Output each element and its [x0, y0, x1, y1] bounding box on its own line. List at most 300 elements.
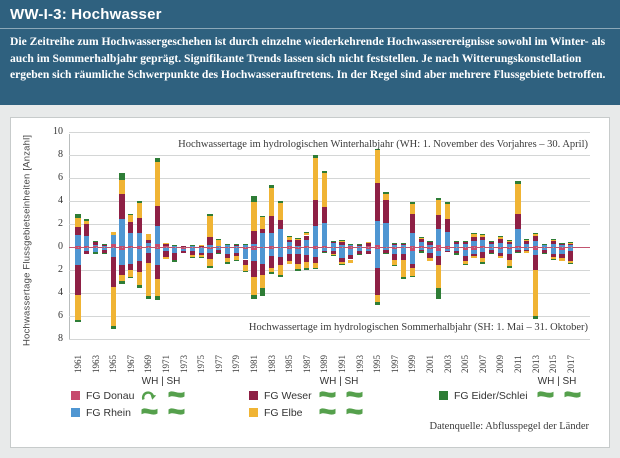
y-tick-label: 10	[53, 126, 63, 137]
bar-segment-wh	[357, 245, 362, 246]
bar-segment-sh	[339, 248, 344, 258]
bar-segment-wh	[480, 246, 485, 247]
x-axis-year-label: 1975	[196, 355, 207, 373]
bar-segment-wh	[489, 244, 494, 247]
bar-segment-sh	[84, 251, 89, 253]
bar-segment-wh	[445, 246, 450, 247]
bar-segment-sh	[568, 251, 573, 260]
bar-segment-wh	[436, 245, 441, 247]
x-axis-year-label: 1995	[372, 355, 383, 373]
bar-segment-wh	[366, 243, 371, 246]
bar-segment-wh	[304, 240, 309, 246]
bar-segment-wh	[102, 244, 107, 245]
trend-curved-arrow-icon	[141, 389, 158, 401]
bar-segment-sh	[243, 249, 248, 259]
y-tick-label: 4	[58, 195, 63, 206]
trend-wavy-flag-icon	[564, 389, 581, 401]
bar-segment-wh	[524, 244, 529, 247]
bar-segment-wh	[146, 243, 151, 246]
bar-segment-wh	[551, 241, 556, 244]
bar-segment-wh	[243, 244, 248, 245]
bar-segment-wh	[304, 232, 309, 233]
bar-segment-wh	[489, 241, 494, 242]
bar-segment-sh	[463, 264, 468, 265]
bar-segment-sh	[172, 260, 177, 262]
bar-segment-sh	[533, 316, 538, 318]
winter-halfyear-annotation: Hochwassertage im hydrologischen Winterhalbjahr (WH: 1. November des Vorjahres – 30. April)	[178, 139, 588, 150]
bar-segment-wh	[119, 180, 124, 194]
bar-segment-wh	[392, 243, 397, 244]
bar-segment-sh	[111, 326, 116, 329]
bar-segment-wh	[295, 238, 300, 239]
bar-segment-sh	[313, 249, 318, 257]
bar-segment-sh	[295, 269, 300, 271]
bar-segment-wh	[454, 242, 459, 244]
x-axis-year-label: 1963	[90, 355, 101, 373]
bar-segment-sh	[507, 266, 512, 268]
bar-segment-sh	[75, 249, 80, 266]
bar-segment-wh	[269, 216, 274, 233]
x-axis-year-label: 1983	[266, 355, 277, 373]
bar-segment-wh	[287, 242, 292, 245]
bar-segment-wh	[331, 242, 336, 243]
bar-segment-wh	[287, 237, 292, 239]
bar-segment-sh	[269, 256, 274, 268]
bar-segment-sh	[260, 248, 265, 264]
bar-segment-wh	[84, 246, 89, 247]
bar-segment-wh	[568, 242, 573, 243]
legend-swatch-eider-schlei	[439, 391, 448, 400]
bar-segment-wh	[480, 237, 485, 240]
bar-segment-wh	[128, 214, 133, 216]
bar-segment-sh	[410, 268, 415, 276]
bar-segment-sh	[383, 253, 388, 254]
bar-segment-wh	[436, 198, 441, 200]
bar-segment-wh	[383, 200, 388, 223]
bar-segment-wh	[269, 246, 274, 247]
bar-segment-wh	[75, 235, 80, 247]
bar-segment-wh	[251, 231, 256, 244]
bar-segment-sh	[207, 266, 212, 268]
bar-segment-wh	[128, 246, 133, 247]
bar-segment-sh	[498, 256, 503, 258]
bar-segment-sh	[155, 249, 160, 265]
bar-segment-wh	[533, 233, 538, 234]
bar-segment-sh	[199, 257, 204, 258]
bar-segment-wh	[489, 242, 494, 244]
bar-segment-wh	[93, 241, 98, 242]
bar-segment-wh	[93, 242, 98, 245]
chart-card	[10, 117, 610, 448]
trend-wavy-flag-icon	[319, 389, 336, 401]
legend-row-rhein	[11, 407, 611, 419]
bar-segment-wh	[322, 246, 327, 247]
bar-segment-wh	[84, 236, 89, 246]
bar-segment-wh	[454, 241, 459, 242]
x-axis-year-label: 1969	[143, 355, 154, 373]
bar-segment-sh	[436, 265, 441, 288]
bar-segment-sh	[471, 256, 476, 258]
bar-segment-wh	[137, 203, 142, 218]
legend-header-wh-sh-2: WH | SH	[319, 376, 359, 387]
gridline	[69, 178, 590, 179]
bar-segment-sh	[251, 261, 256, 277]
bar-segment-sh	[260, 275, 265, 288]
bar-segment-sh	[155, 265, 160, 279]
bar-segment-sh	[137, 249, 142, 261]
bar-segment-wh	[568, 243, 573, 244]
bar-segment-wh	[260, 229, 265, 233]
bar-segment-wh	[75, 218, 80, 227]
bar-segment-sh	[410, 276, 415, 277]
bar-segment-wh	[366, 242, 371, 243]
bar-segment-wh	[322, 223, 327, 246]
bar-segment-sh	[269, 249, 274, 256]
bar-segment-wh	[410, 204, 415, 214]
bar-segment-wh	[515, 246, 520, 247]
bar-segment-wh	[172, 245, 177, 246]
bar-segment-sh	[155, 296, 160, 299]
bar-segment-wh	[111, 235, 116, 244]
bar-segment-wh	[383, 194, 388, 200]
y-tick-label: 4	[58, 287, 63, 298]
bar-segment-wh	[260, 216, 265, 217]
bar-segment-wh	[445, 204, 450, 220]
x-axis-year-label: 1993	[354, 355, 365, 373]
bar-segment-wh	[410, 233, 415, 246]
bar-segment-wh	[471, 241, 476, 246]
bar-segment-wh	[207, 214, 212, 216]
bar-segment-wh	[155, 162, 160, 206]
bar-segment-wh	[287, 236, 292, 237]
bar-segment-sh	[269, 272, 274, 274]
bar-segment-wh	[375, 183, 380, 220]
gridline	[69, 339, 590, 340]
bar-segment-wh	[507, 242, 512, 244]
bar-segment-sh	[401, 277, 406, 279]
y-tick-label: 6	[58, 172, 63, 183]
trend-wavy-flag-icon	[168, 389, 185, 401]
bar-segment-wh	[313, 155, 318, 158]
x-axis-year-label: 1997	[389, 355, 400, 373]
bar-segment-wh	[128, 222, 133, 234]
bar-segment-wh	[524, 241, 529, 243]
bar-segment-sh	[295, 254, 300, 264]
bar-segment-wh	[339, 242, 344, 245]
legend-swatch-elbe	[249, 408, 258, 417]
bar-segment-sh	[542, 253, 547, 254]
bar-segment-sh	[137, 261, 142, 273]
x-axis-year-label: 2001	[425, 355, 435, 373]
bar-segment-wh	[383, 192, 388, 194]
bar-segment-wh	[225, 244, 230, 245]
bar-segment-sh	[111, 287, 116, 326]
bar-segment-sh	[322, 252, 327, 253]
bar-segment-sh	[137, 272, 142, 285]
bar-segment-sh	[454, 253, 459, 255]
bar-segment-wh	[480, 235, 485, 237]
bar-segment-wh	[234, 246, 239, 247]
bar-segment-wh	[498, 243, 503, 247]
x-axis-year-label: 1971	[161, 355, 171, 373]
bar-segment-wh	[155, 244, 160, 247]
bar-segment-wh	[251, 244, 256, 246]
bar-segment-wh	[331, 243, 336, 247]
bar-segment-wh	[119, 173, 124, 179]
bar-segment-wh	[471, 237, 476, 241]
bar-segment-wh	[75, 227, 80, 235]
bar-segment-wh	[287, 240, 292, 243]
gridline	[69, 132, 590, 133]
x-axis-year-label: 1987	[301, 355, 312, 373]
bar-segment-wh	[216, 240, 221, 246]
bar-segment-wh	[551, 240, 556, 241]
bar-segment-wh	[542, 245, 547, 247]
y-axis-line	[69, 134, 70, 339]
bar-segment-wh	[445, 202, 450, 204]
bar-segment-wh	[339, 245, 344, 247]
bar-segment-wh	[251, 202, 256, 231]
bar-segment-wh	[155, 158, 160, 161]
x-axis-year-label: 2007	[477, 355, 488, 373]
bar-segment-sh	[287, 261, 292, 264]
bar-segment-sh	[234, 260, 239, 261]
bar-segment-wh	[207, 237, 212, 246]
legend-label-elbe: FG Elbe	[264, 407, 303, 419]
bar-segment-wh	[471, 246, 476, 247]
y-tick-label: 2	[58, 264, 63, 275]
bar-segment-wh	[278, 220, 283, 229]
bar-segment-wh	[278, 201, 283, 203]
bar-segment-sh	[331, 255, 336, 256]
x-axis-year-label: 2003	[442, 355, 453, 373]
bar-segment-wh	[551, 239, 556, 240]
bar-segment-wh	[75, 214, 80, 218]
bar-segment-sh	[75, 265, 80, 295]
bar-segment-wh	[251, 196, 256, 202]
bar-segment-wh	[401, 244, 406, 246]
x-axis-year-label: 1985	[284, 355, 295, 373]
bar-segment-wh	[348, 246, 353, 247]
bar-segment-sh	[304, 268, 309, 270]
bar-segment-wh	[269, 188, 274, 216]
bar-segment-sh	[427, 258, 432, 261]
gridline	[69, 155, 590, 156]
bar-segment-sh	[366, 251, 371, 253]
bar-segment-wh	[410, 246, 415, 247]
bar-segment-wh	[251, 246, 256, 247]
trend-wavy-flag-icon	[141, 406, 158, 418]
gridline	[69, 201, 590, 202]
bar-segment-sh	[128, 264, 133, 271]
bar-segment-wh	[392, 245, 397, 247]
bar-segment-wh	[163, 243, 168, 244]
bar-segment-wh	[84, 224, 89, 236]
bar-segment-wh	[119, 219, 124, 246]
x-axis-year-label: 2017	[565, 355, 576, 373]
bar-segment-sh	[445, 251, 450, 252]
bar-segment-wh	[533, 241, 538, 247]
bar-segment-wh	[410, 214, 415, 234]
gridline	[69, 316, 590, 317]
bar-segment-wh	[146, 234, 151, 239]
bar-segment-wh	[172, 246, 177, 247]
bar-segment-sh	[119, 281, 124, 283]
bar-segment-wh	[471, 234, 476, 236]
bar-segment-wh	[207, 216, 212, 237]
bar-segment-wh	[322, 171, 327, 173]
bar-segment-wh	[216, 246, 221, 247]
bar-segment-wh	[322, 173, 327, 206]
bar-segment-wh	[137, 201, 142, 203]
bar-segment-sh	[375, 249, 380, 267]
bar-segment-wh	[137, 233, 142, 247]
header-banner	[0, 0, 620, 105]
bar-segment-wh	[304, 246, 309, 247]
x-axis-year-label: 2005	[460, 355, 471, 373]
x-axis-year-label: 2009	[495, 355, 506, 373]
bar-segment-wh	[568, 244, 573, 246]
bar-segment-wh	[366, 246, 371, 247]
trend-wavy-flag-icon	[319, 406, 336, 418]
bar-segment-wh	[348, 245, 353, 246]
trend-wavy-flag-icon	[537, 389, 554, 401]
bar-segment-wh	[542, 244, 547, 245]
x-axis-year-label: 2011	[513, 355, 523, 373]
bar-segment-wh	[243, 245, 248, 247]
bar-segment-sh	[524, 251, 529, 252]
bar-segment-wh	[93, 245, 98, 246]
bar-segment-wh	[436, 200, 441, 215]
bar-segment-sh	[339, 264, 344, 265]
x-axis-year-label: 1991	[337, 355, 347, 373]
bar-segment-sh	[128, 248, 133, 264]
bar-segment-wh	[278, 229, 283, 247]
bar-segment-wh	[269, 233, 274, 246]
bar-segment-sh	[190, 257, 195, 258]
page-title: WW-I-3: Hochwasser	[0, 0, 620, 29]
bar-segment-sh	[137, 285, 142, 288]
bar-segment-sh	[489, 253, 494, 254]
bar-segment-wh	[84, 221, 89, 224]
bar-segment-sh	[313, 268, 318, 269]
bar-segment-sh	[304, 248, 309, 255]
y-tick-label: 6	[58, 310, 63, 321]
bar-segment-sh	[216, 253, 221, 254]
bar-segment-wh	[375, 221, 380, 246]
trend-wavy-flag-icon	[346, 389, 363, 401]
bar-segment-wh	[392, 244, 397, 245]
bar-segment-wh	[199, 246, 204, 247]
bar-segment-wh	[102, 245, 107, 246]
bar-segment-wh	[357, 246, 362, 247]
bar-segment-wh	[419, 239, 424, 242]
x-axis-year-label: 1967	[125, 355, 136, 373]
bar-segment-sh	[146, 296, 151, 299]
bar-segment-wh	[533, 234, 538, 236]
bar-segment-wh	[243, 244, 248, 245]
bar-segment-wh	[568, 245, 573, 247]
bar-segment-wh	[137, 218, 142, 233]
bar-segment-wh	[146, 240, 151, 243]
bar-segment-wh	[225, 244, 230, 247]
bar-segment-sh	[146, 253, 151, 263]
bar-segment-sh	[410, 251, 415, 264]
x-axis-year-label: 1973	[178, 355, 189, 373]
legend-swatch-donau	[71, 391, 80, 400]
bar-segment-sh	[146, 263, 151, 296]
bar-segment-wh	[322, 207, 327, 224]
bar-segment-wh	[524, 240, 529, 241]
bar-segment-sh	[243, 271, 248, 272]
bar-segment-sh	[559, 258, 564, 260]
legend-label-rhein: FG Rhein	[86, 407, 131, 419]
bar-segment-wh	[339, 241, 344, 242]
bar-segment-wh	[559, 243, 564, 244]
bar-segment-wh	[507, 240, 512, 241]
bar-segment-wh	[375, 150, 380, 183]
bar-segment-sh	[401, 260, 406, 277]
bar-segment-wh	[119, 246, 124, 247]
bar-segment-sh	[119, 250, 124, 266]
bar-segment-wh	[515, 184, 520, 214]
x-axis-year-label: 2013	[530, 355, 541, 373]
bar-segment-wh	[111, 232, 116, 235]
bar-segment-sh	[287, 254, 292, 261]
legend-label-eider-schlei: FG Eider/Schlei	[454, 390, 528, 402]
bar-segment-wh	[339, 240, 344, 241]
bar-segment-sh	[480, 262, 485, 263]
bar-segment-sh	[128, 277, 133, 279]
bar-segment-wh	[436, 229, 441, 245]
bar-segment-wh	[119, 194, 124, 220]
bar-segment-wh	[507, 241, 512, 242]
bar-segment-wh	[375, 245, 380, 247]
bar-segment-wh	[533, 246, 538, 247]
data-source-label: Datenquelle: Abflusspegel der Länder	[429, 421, 589, 432]
bar-segment-sh	[251, 277, 256, 295]
bar-segment-wh	[234, 244, 239, 245]
bar-segment-wh	[357, 244, 362, 245]
bar-segment-sh	[260, 264, 265, 275]
bar-segment-wh	[515, 229, 520, 246]
bar-segment-sh	[251, 250, 256, 262]
bar-segment-sh	[251, 295, 256, 298]
bar-segment-wh	[181, 246, 186, 247]
bar-segment-sh	[375, 302, 380, 305]
bar-segment-sh	[357, 254, 362, 255]
bar-segment-sh	[172, 253, 177, 260]
bar-segment-wh	[498, 236, 503, 237]
bar-segment-wh	[515, 181, 520, 184]
bar-segment-wh	[454, 244, 459, 247]
bar-segment-wh	[190, 246, 195, 247]
bar-segment-wh	[507, 244, 512, 247]
bar-segment-wh	[383, 223, 388, 247]
bar-segment-sh	[515, 252, 520, 253]
bar-segment-wh	[515, 214, 520, 229]
x-axis-year-label: 1979	[231, 355, 242, 373]
bar-segment-wh	[463, 244, 468, 247]
summer-halfyear-annotation: Hochwassertage im hydrologischen Sommerhalbjahr (SH: 1. Mai – 31. Oktober)	[248, 322, 588, 333]
bar-segment-wh	[260, 217, 265, 229]
bar-segment-wh	[463, 242, 468, 244]
gridline	[69, 224, 590, 225]
legend-swatch-rhein	[71, 408, 80, 417]
x-axis-year-label: 1989	[319, 355, 330, 373]
bar-segment-wh	[269, 185, 274, 188]
bar-segment-sh	[111, 257, 116, 287]
